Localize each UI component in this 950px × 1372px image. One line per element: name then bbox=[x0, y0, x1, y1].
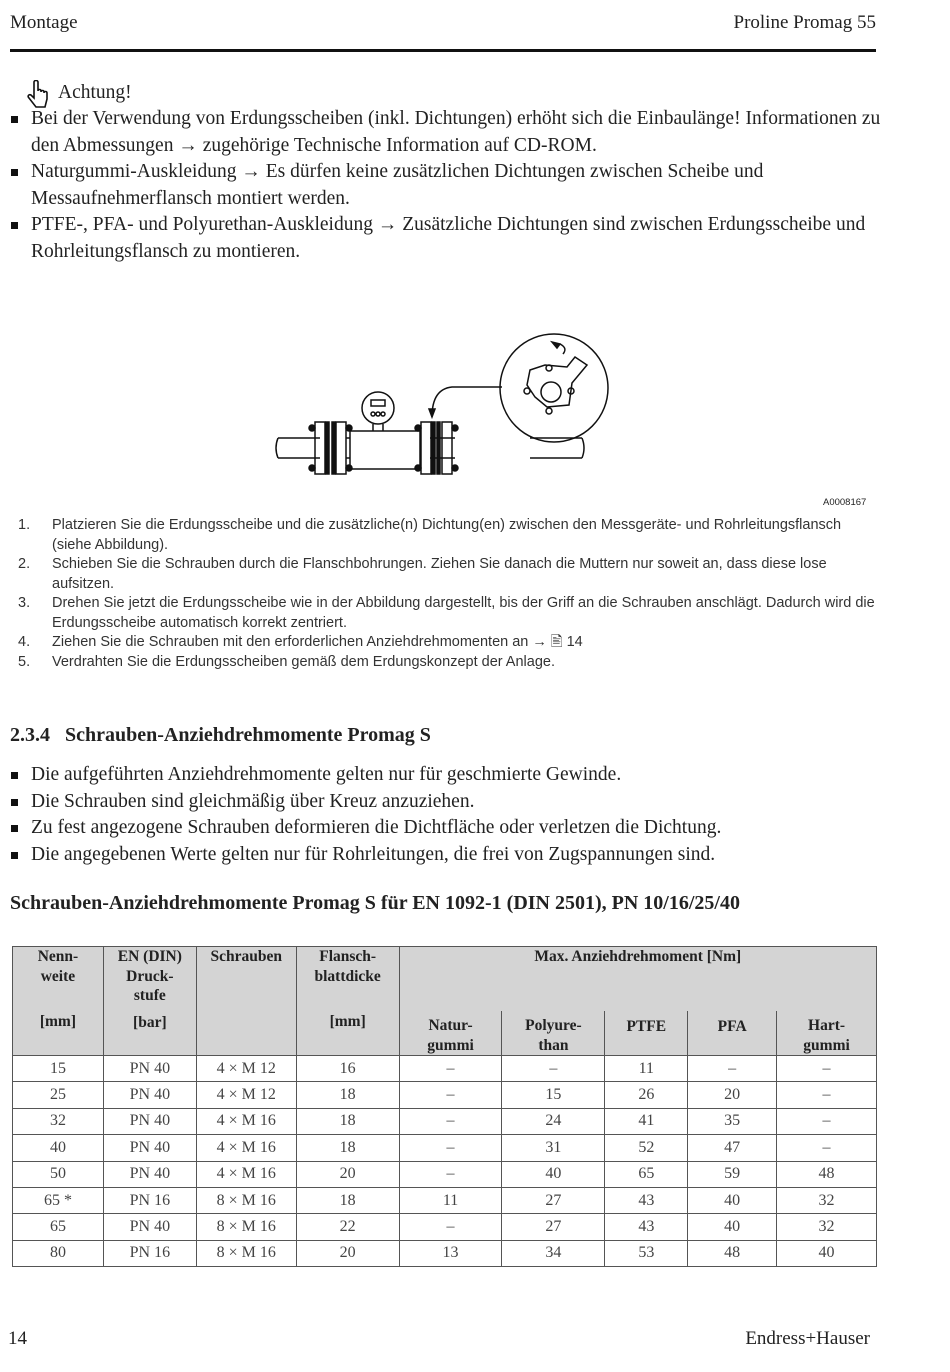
table-cell: – bbox=[399, 1108, 502, 1134]
table-cell: 8 × M 16 bbox=[196, 1240, 296, 1266]
table-cell: 22 bbox=[296, 1214, 399, 1240]
table-cell: 4 × M 12 bbox=[196, 1082, 296, 1108]
table-cell: 18 bbox=[296, 1082, 399, 1108]
warning-item bbox=[31, 159, 881, 212]
table-row bbox=[13, 1056, 877, 1082]
table-row bbox=[13, 1082, 877, 1108]
warning-text: PTFE-, PFA- und Polyurethan-Auskleidung → Zusätzliche Dichtungen sind zwischen Erdungsscheibe und Rohrleitungsflansch zu montieren. bbox=[31, 214, 866, 262]
warning-text: Bei der Verwendung von Erdungsscheiben (inkl. Dichtungen) erhöht sich die Einbaulänge! Informationen zu den Abmessungen → zugehörige Technische Information auf CD-ROM. bbox=[31, 108, 881, 156]
bullet-icon bbox=[11, 116, 18, 123]
table-cell: PN 40 bbox=[103, 1161, 196, 1187]
step-text: Schieben Sie die Schrauben durch die Flanschbohrungen. Ziehen Sie danach die Muttern nur soweit an, dass diese lose aufsitzen. bbox=[52, 556, 827, 592]
table-cell: 15 bbox=[13, 1056, 104, 1082]
col-nennweite: Nenn-weite [mm] bbox=[13, 947, 104, 1056]
step-number: 5. bbox=[18, 653, 31, 670]
step-number: 3. bbox=[18, 595, 31, 611]
table-cell: 15 bbox=[502, 1082, 605, 1108]
table-cell: 8 × M 16 bbox=[196, 1187, 296, 1213]
step-number: 2. bbox=[18, 556, 31, 572]
step-number: 1. bbox=[18, 517, 31, 533]
table-cell: – bbox=[777, 1056, 877, 1082]
table-cell: 27 bbox=[502, 1214, 605, 1240]
table-cell: 40 bbox=[688, 1214, 777, 1240]
table-cell: 11 bbox=[399, 1187, 502, 1213]
table-cell: 48 bbox=[688, 1240, 777, 1266]
table-cell: 40 bbox=[13, 1135, 104, 1161]
table-row bbox=[13, 1240, 877, 1266]
section-title: Schrauben-Anziehdrehmomente Promag S bbox=[65, 724, 431, 746]
table-cell: – bbox=[399, 1082, 502, 1108]
col-schrauben: Schrauben bbox=[196, 947, 296, 1056]
table-cell: 25 bbox=[13, 1082, 104, 1108]
table-cell: – bbox=[777, 1135, 877, 1161]
table-cell: 53 bbox=[605, 1240, 688, 1266]
table-cell: 20 bbox=[296, 1240, 399, 1266]
table-cell: 20 bbox=[688, 1082, 777, 1108]
table-cell: 18 bbox=[296, 1108, 399, 1134]
note-item bbox=[31, 815, 891, 842]
table-cell: PN 40 bbox=[103, 1135, 196, 1161]
table-cell: 13 bbox=[399, 1240, 502, 1266]
col-hartgummi: Hart-gummi bbox=[777, 1011, 877, 1056]
note-text: Zu fest angezogene Schrauben deformieren die Dichtfläche oder verletzen die Dichtung. bbox=[31, 817, 722, 838]
table-cell: 4 × M 16 bbox=[196, 1108, 296, 1134]
section-heading bbox=[10, 724, 431, 747]
table-cell: 16 bbox=[296, 1056, 399, 1082]
table-row bbox=[13, 1108, 877, 1134]
table-cell: 40 bbox=[777, 1240, 877, 1266]
col-pfa: PFA bbox=[688, 1011, 777, 1056]
table-cell: – bbox=[777, 1108, 877, 1134]
table-cell: 8 × M 16 bbox=[196, 1214, 296, 1240]
table-cell: PN 40 bbox=[103, 1082, 196, 1108]
table-cell: – bbox=[777, 1082, 877, 1108]
table-cell: – bbox=[502, 1056, 605, 1082]
table-cell: 43 bbox=[605, 1214, 688, 1240]
col-naturgummi: Natur-gummi bbox=[399, 1011, 502, 1056]
step-text: Verdrahten Sie die Erdungsscheiben gemäß dem Erdungskonzept der Anlage. bbox=[52, 653, 555, 670]
table-cell: 65 * bbox=[13, 1187, 104, 1213]
table-cell: 4 × M 16 bbox=[196, 1161, 296, 1187]
note-text: Die angegebenen Werte gelten nur für Rohrleitungen, die frei von Zugspannungen sind. bbox=[31, 843, 716, 865]
note-item bbox=[31, 842, 891, 869]
step-item bbox=[18, 516, 878, 555]
col-ptfe: PTFE bbox=[605, 1011, 688, 1056]
table-cell: 24 bbox=[502, 1108, 605, 1134]
table-cell: – bbox=[399, 1214, 502, 1240]
col-max-torque: Max. Anziehdrehmoment [Nm] bbox=[399, 947, 876, 1011]
step-text: Platzieren Sie die Erdungsscheibe und die zusätzliche(n) Dichtung(en) zwischen den Messgeräte- und Rohrleitungsflansch (siehe Abbildung). bbox=[52, 517, 842, 553]
section-number: 2.3.4 bbox=[10, 724, 50, 746]
table-cell: 18 bbox=[296, 1187, 399, 1213]
table-title: Schrauben-Anziehdrehmomente Promag S für EN 1092-1 (DIN 2501), PN 10/16/25/40 bbox=[10, 892, 740, 914]
table-cell: 26 bbox=[605, 1082, 688, 1108]
table-cell: 35 bbox=[688, 1108, 777, 1134]
step-text: Ziehen Sie die Schrauben mit den erforderlichen Anziehdrehmomenten an → 🖹 14 bbox=[52, 634, 583, 650]
table-cell: 32 bbox=[777, 1187, 877, 1213]
table-cell: 20 bbox=[296, 1161, 399, 1187]
table-cell: 65 bbox=[605, 1161, 688, 1187]
table-cell: – bbox=[688, 1056, 777, 1082]
header-section: Montage bbox=[10, 12, 78, 33]
table-cell: 4 × M 16 bbox=[196, 1135, 296, 1161]
note-text: Die Schrauben sind gleichmäßig über Kreuz anzuziehen. bbox=[31, 790, 475, 812]
table-cell: 41 bbox=[605, 1108, 688, 1134]
step-number: 4. bbox=[18, 634, 31, 650]
bullet-icon bbox=[11, 772, 18, 779]
warning-item bbox=[31, 212, 881, 265]
col-druckstufe: EN (DIN) Druck-stufe [bar] bbox=[103, 947, 196, 1056]
warning-list bbox=[31, 106, 881, 265]
header-product: Proline Promag 55 bbox=[733, 12, 876, 33]
table-cell: PN 40 bbox=[103, 1214, 196, 1240]
table-cell: 43 bbox=[605, 1187, 688, 1213]
bullet-icon bbox=[11, 852, 18, 859]
col-polyurethan: Polyure-than bbox=[502, 1011, 605, 1056]
grounding-disc-figure bbox=[270, 330, 620, 515]
header-rule bbox=[10, 49, 876, 52]
warning-title: Achtung! bbox=[58, 82, 132, 103]
step-item bbox=[18, 594, 878, 633]
warning-text: Naturgummi-Auskleidung → Es dürfen keine zusätzlichen Dichtungen zwischen Scheibe und Messaufnehmerflansch montiert werden. bbox=[31, 161, 764, 209]
col-flanschblattdicke: Flansch-blattdicke [mm] bbox=[296, 947, 399, 1056]
bullet-icon bbox=[11, 169, 18, 176]
notes-list bbox=[31, 762, 891, 868]
table-row bbox=[13, 1161, 877, 1187]
table-cell: PN 40 bbox=[103, 1108, 196, 1134]
table-row bbox=[13, 1214, 877, 1240]
page-number: 14 bbox=[8, 1328, 27, 1349]
table-cell: 50 bbox=[13, 1161, 104, 1187]
note-text: Die aufgeführten Anziehdrehmomente gelten nur für geschmierte Gewinde. bbox=[31, 764, 622, 785]
bullet-icon bbox=[11, 799, 18, 806]
table-row bbox=[13, 1187, 877, 1213]
step-text: Drehen Sie jetzt die Erdungsscheibe wie in der Abbildung dargestellt, bis der Griff an die Schrauben anschlägt. Dadurch wird die Erdungsscheibe automatisch korrekt zentriert. bbox=[52, 595, 875, 631]
torque-table bbox=[12, 946, 877, 1267]
table-cell: 31 bbox=[502, 1135, 605, 1161]
table-cell: – bbox=[399, 1135, 502, 1161]
table-cell: 32 bbox=[777, 1214, 877, 1240]
table-cell: 18 bbox=[296, 1135, 399, 1161]
table-cell: 40 bbox=[502, 1161, 605, 1187]
table-cell: 32 bbox=[13, 1108, 104, 1134]
step-item bbox=[18, 633, 878, 653]
table-cell: PN 16 bbox=[103, 1187, 196, 1213]
step-item bbox=[18, 653, 878, 673]
note-item bbox=[31, 789, 891, 816]
bullet-icon bbox=[11, 825, 18, 832]
brand-name: Endress+Hauser bbox=[745, 1328, 870, 1349]
bullet-icon bbox=[11, 222, 18, 229]
table-cell: 40 bbox=[688, 1187, 777, 1213]
table-cell: PN 16 bbox=[103, 1240, 196, 1266]
table-cell: 11 bbox=[605, 1056, 688, 1082]
table-cell: 52 bbox=[605, 1135, 688, 1161]
table-cell: 59 bbox=[688, 1161, 777, 1187]
figure-id: A0008167 bbox=[823, 497, 867, 508]
table-cell: 34 bbox=[502, 1240, 605, 1266]
warning-item bbox=[31, 106, 881, 159]
table-cell: 47 bbox=[688, 1135, 777, 1161]
table-cell: 80 bbox=[13, 1240, 104, 1266]
step-item bbox=[18, 555, 878, 594]
table-cell: – bbox=[399, 1161, 502, 1187]
table-cell: 48 bbox=[777, 1161, 877, 1187]
table-cell: 65 bbox=[13, 1214, 104, 1240]
table-row bbox=[13, 1135, 877, 1161]
table-cell: 4 × M 12 bbox=[196, 1056, 296, 1082]
note-item bbox=[31, 762, 891, 789]
table-cell: PN 40 bbox=[103, 1056, 196, 1082]
table-cell: – bbox=[399, 1056, 502, 1082]
table-cell: 27 bbox=[502, 1187, 605, 1213]
step-list bbox=[18, 516, 878, 672]
